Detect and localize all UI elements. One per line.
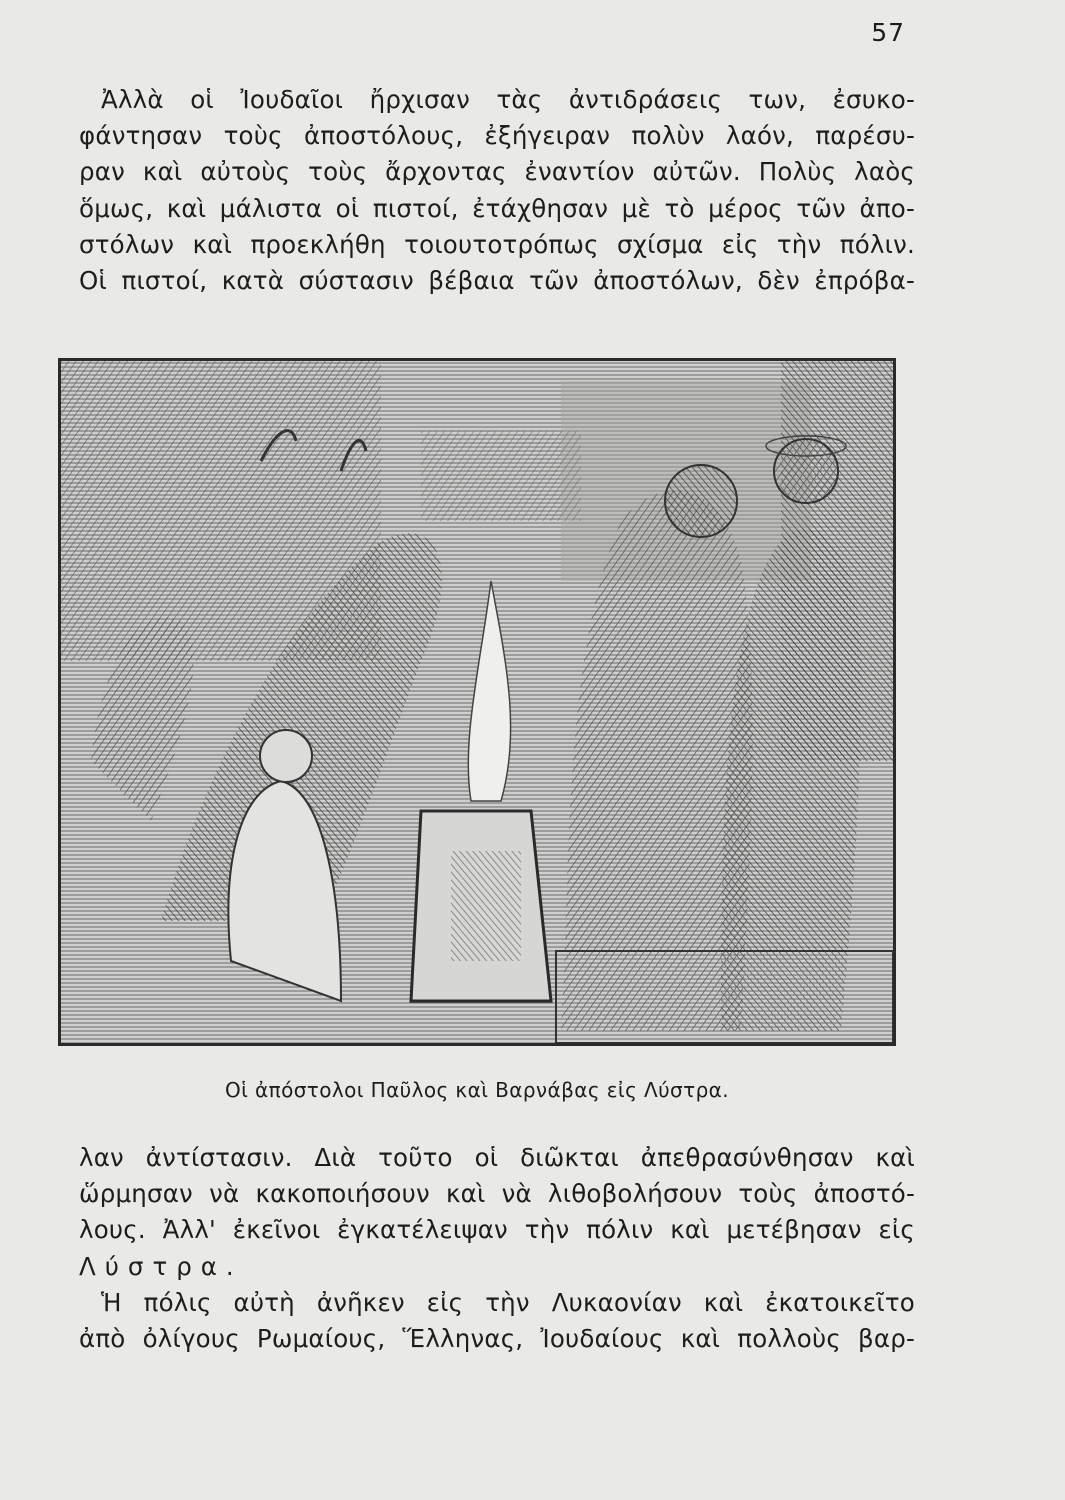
- text-line: ὅμως, καὶ μάλιστα οἱ πιστοί, ἐτάχθησαν μὲ τὸ μέρος τῶν ἀπο-: [79, 193, 915, 223]
- text-line: λαν ἀντίστασιν. Διὰ τοῦτο οἱ διῶκται ἀπεθρασύνθησαν καὶ: [79, 1143, 915, 1172]
- top-paragraph: [79, 82, 915, 299]
- figure-caption: Οἱ ἀπόστολοι Παῦλος καὶ Βαρνάβας εἰς Λύστρα.: [224, 1078, 730, 1102]
- text-line: Ἀλλὰ οἱ Ἰουδαῖοι ἤρχισαν τὰς ἀντιδράσεις των, ἐσυκο-: [101, 85, 915, 114]
- text-line: στόλων καὶ προεκλήθη τοιουτοτρόπως σχίσμα εἰς τὴν πόλιν.: [79, 229, 915, 259]
- text-line: ὥρμησαν νὰ κακοποιήσουν καὶ νὰ λιθοβολήσουν τοὺς ἀποστό-: [79, 1179, 915, 1209]
- text-line: Ἡ πόλις αὐτὴ ἀνῆκεν εἰς τὴν Λυκαονίαν καὶ ἐκατοικεῖτο: [101, 1287, 915, 1317]
- text-line: Λύστρα.: [79, 1251, 243, 1281]
- page-number: 57: [871, 18, 905, 47]
- text-line: ἀπὸ ὀλίγους Ρωμαίους, Ἕλληνας, Ἰουδαίους καὶ πολλοὺς βαρ-: [79, 1324, 915, 1354]
- bottom-paragraph: [79, 1140, 915, 1357]
- text-line: Οἱ πιστοί, κατὰ σύστασιν βέβαια τῶν ἀποστόλων, δὲν ἐπρόβα-: [79, 266, 915, 296]
- text-line: φάντησαν τοὺς ἀποστόλους, ἐξήγειραν πολὺν λαόν, παρέσυ-: [79, 121, 915, 151]
- text-line: ραν καὶ αὐτοὺς τοὺς ἄρχοντας ἐναντίον αὐτῶν. Πολὺς λαὸς: [79, 157, 915, 187]
- text-line: λους. Ἀλλ' ἐκεῖνοι ἐγκατέλειψαν τὴν πόλιν καὶ μετέβησαν εἰς: [79, 1215, 915, 1245]
- engraving-drawing: [61, 361, 893, 1043]
- engraving-illustration: [58, 358, 896, 1046]
